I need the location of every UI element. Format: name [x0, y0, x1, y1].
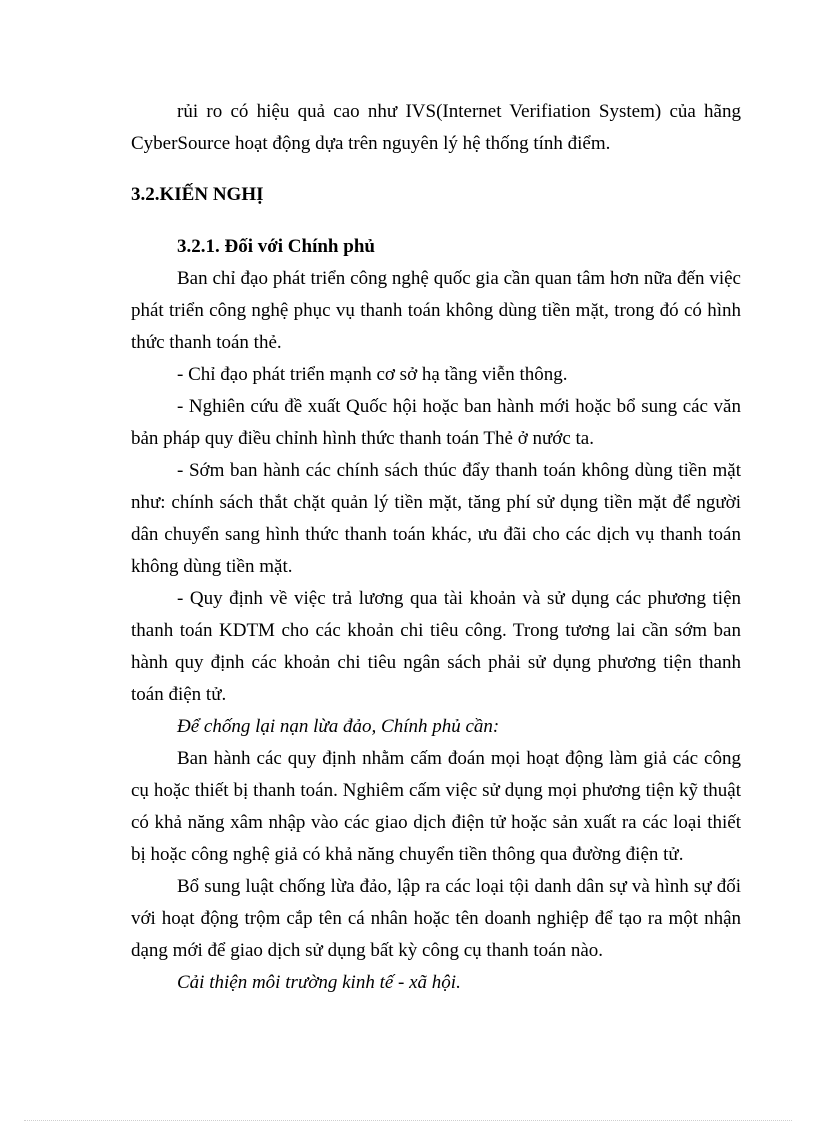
subsection-block	[131, 231, 741, 263]
paragraph-2: - Chỉ đạo phát triển mạnh cơ sở hạ tầng viễn thông.	[177, 364, 568, 385]
paragraph-4: - Sớm ban hành các chính sách thúc đẩy thanh toán không dùng tiền mặt như: chính sách thắt chặt quản lý tiền mặt, tăng phí sử dụng tiền mặt để người dân chuyển sang hình thức thanh toán khác, ưu đãi cho các dịch vụ thanh toán không dùng tiền mặt.	[131, 460, 741, 577]
paragraph-6-italic: Để chống lại nạn lừa đảo, Chính phủ cần:	[177, 716, 500, 737]
section-block	[131, 179, 741, 211]
paragraph-7: Ban hành các quy định nhằm cấm đoán mọi hoạt động làm giả các công cụ hoặc thiết bị thanh toán. Nghiêm cấm việc sử dụng mọi phương tiện kỹ thuật có khả năng xâm nhập vào các giao dịch điện tử hoặc sản xuất ra các loại thiết bị hoặc công nghệ giả có khả năng chuyển tiền thông qua đường điện tử.	[131, 748, 741, 865]
intro-block	[131, 96, 741, 160]
paragraph-8: Bổ sung luật chống lừa đảo, lập ra các loại tội danh dân sự và hình sự đối với hoạt động trộm cắp tên cá nhân hoặc tên doanh nghiệp để tạo ra một nhận dạng mới để giao dịch sử dụng bất kỳ công cụ thanh toán nào.	[131, 876, 741, 961]
body-block	[131, 263, 741, 999]
subsection-heading: 3.2.1. Đối với Chính phủ	[177, 236, 375, 257]
intro-paragraph: rủi ro có hiệu quả cao như IVS(Internet Verifiation System) của hãng CyberSource hoạt động dựa trên nguyên lý hệ thống tính điểm.	[131, 101, 741, 154]
paragraph-9-italic: Cải thiện môi trường kinh tế - xã hội.	[177, 972, 461, 993]
page-bottom-divider	[24, 1120, 792, 1121]
paragraph-5: - Quy định về việc trả lương qua tài khoản và sử dụng các phương tiện thanh toán KDTM cho các khoản chi tiêu công. Trong tương lai cần sớm ban hành quy định các khoản chi tiêu ngân sách phải sử dụng phương tiện thanh toán điện tử.	[131, 588, 741, 705]
section-heading: 3.2.KIẾN NGHỊ	[131, 184, 264, 205]
paragraph-3: - Nghiên cứu đề xuất Quốc hội hoặc ban hành mới hoặc bổ sung các văn bản pháp quy điều chỉnh hình thức thanh toán Thẻ ở nước ta.	[131, 396, 741, 449]
paragraph-1: Ban chỉ đạo phát triển công nghệ quốc gia cần quan tâm hơn nữa đến việc phát triển công nghệ phục vụ thanh toán không dùng tiền mặt, trong đó có hình thức thanh toán thẻ.	[131, 268, 741, 353]
